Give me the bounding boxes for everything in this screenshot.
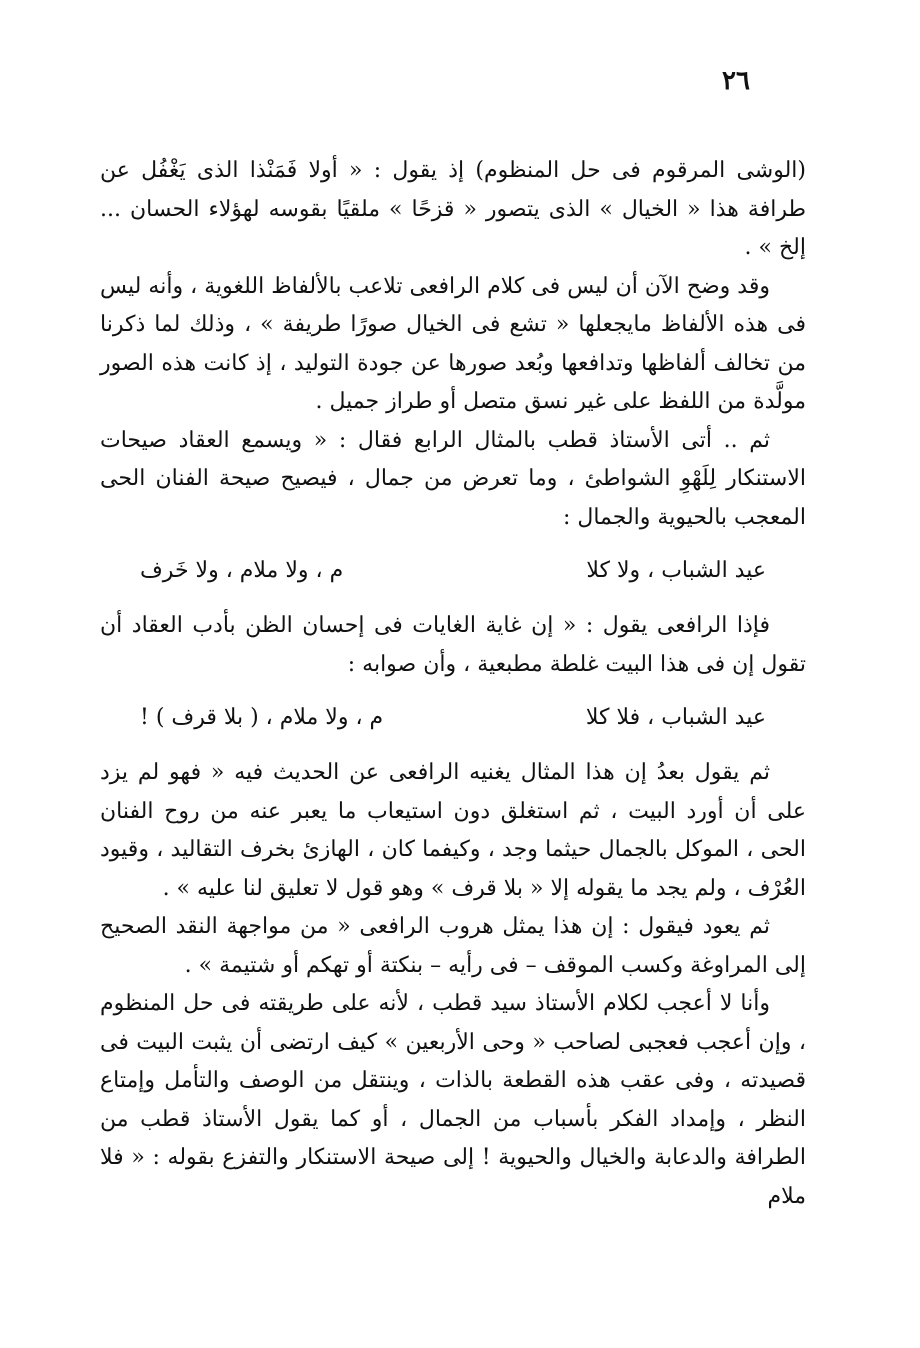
paragraph: (الوشى المرقوم فى حل المنظوم) إذ يقول : « أولا فَمَنْذا الذى يَغْفُل عن طرافة هذا « الخيال » الذى يتصور « قزحًا » ملقيًا بقوسه لهؤلاء الحسان ... إلخ » .: [100, 158, 806, 260]
verse-first-hemistich: عيد الشباب ، فلا كلا: [585, 705, 766, 730]
paragraph: فإذا الرافعى يقول : « إن غاية الغايات فى إحسان الظن بأدب العقاد أن تقول إن فى هذا البيت غلطة مطبعية ، وأن صوابه :: [100, 613, 806, 677]
body-text: [100, 152, 806, 1216]
paragraph: ثم .. أتى الأستاذ قطب بالمثال الرابع فقال : « ويسمع العقاد صيحات الاستنكار لِلَهْوِ الشواطئ ، وما تعرض من جمال ، فيصيح صيحة الفنان الحى المعجب بالحيوية والجمال :: [100, 427, 806, 530]
paragraph: ثم يعود فيقول : إن هذا يمثل هروب الرافعى « من مواجهة النقد الصحيح إلى المراوغة وكسب الموقف – فى رأيه – بنكتة أو تهكم أو شتيمة » .: [100, 914, 806, 978]
page-number: ٢٦: [722, 66, 750, 96]
paragraph: ثم يقول بعدُ إن هذا المثال يغنيه الرافعى عن الحديث فيه « فهو لم يزد على أن أورد البيت ، ثم استغلق دون استيعاب ما يعبر عنه من روح الفنان الحى ، الموكل بالجمال حيثما وجد ، وكيفما كان ، الهازئ بخرف التقاليد ، وقيود العُرْف ، ولم يجد ما يقوله إلا « بلا قرف » وهو قول لا تعليق لنا عليه » .: [100, 760, 806, 901]
verse-line: [100, 698, 806, 738]
paragraph: وقد وضح الآن أن ليس فى كلام الرافعى تلاعب بالألفاظ اللغوية ، وأنه ليس فى هذه الألفاظ مايجعلها « تشع فى الخيال صورًا طريفة » ، وذلك لما ذكرنا من تخالف ألفاظها وتدافعها وبُعد صورها عن جودة التوليد ، إذ كانت هذه الصور مولَّدة من اللفظ على غير نسق متصل أو طراز جميل .: [100, 273, 806, 414]
verse-first-hemistich: عيد الشباب ، ولا كلا: [586, 558, 766, 583]
verse-second-hemistich: م ، ولا ملام ، ( بلا قرف ) !: [140, 705, 384, 730]
paragraph: وأنا لا أعجب لكلام الأستاذ سيد قطب ، لأنه على طريقته فى حل المنظوم ، وإن أعجب فعجبى لصاحب « وحى الأربعين » كيف ارتضى أن يثبت البيت فى قصيدته ، وفى عقب هذه القطعة بالذات ، وينتقل من الوصف والتأمل وإمتاع النظر ، وإمداد الفكر بأسباب من الجمال ، أو كما يقول الأستاذ قطب من الطرافة والدعابة والخيال والحيوية ! إلى صيحة الاستنكار والتفزع بقوله : « فلا ملام: [100, 991, 806, 1209]
verse-line: [100, 551, 806, 591]
verse-second-hemistich: م ، ولا ملام ، ولا خَرف: [140, 558, 344, 583]
